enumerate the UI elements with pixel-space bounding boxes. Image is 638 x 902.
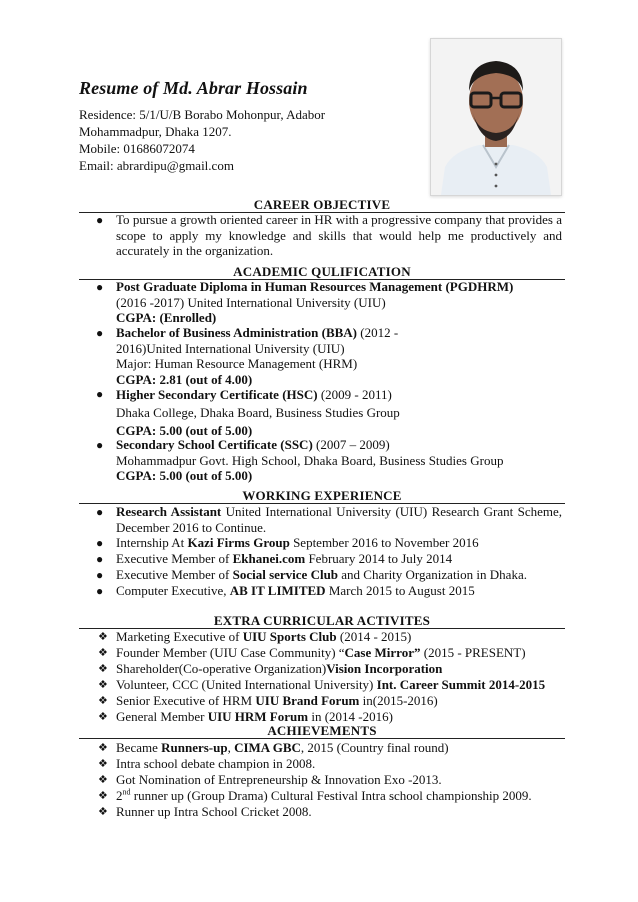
extra-item-pre: Shareholder(Co-operative Organization): [116, 661, 327, 676]
extra-item-bold: UIU Brand Forum: [255, 693, 360, 708]
work-item-pre: Executive Member of: [116, 567, 233, 582]
extra-item-bold: Vision Incorporation: [326, 661, 443, 676]
pgd-line2: (2016 -2017) United International University (UIU): [116, 294, 386, 310]
extra-item-bold: UIU Sports Club: [242, 629, 337, 644]
career-objective-heading: CAREER OBJECTIVE: [253, 197, 391, 212]
work-item-text: February 2014 to July 2014: [305, 551, 453, 566]
mobile-line: Mobile: 01686072074: [79, 141, 195, 156]
extra-item: [116, 661, 562, 677]
work-item-text: March 2015 to August 2015: [325, 583, 475, 598]
work-item-pre: Executive Member of: [116, 551, 233, 566]
hsc-title: Higher Secondary Certificate (HSC): [116, 387, 318, 402]
extra-item-pre: Marketing Executive of: [116, 629, 243, 644]
bba-title: Bachelor of Business Administration (BBA): [116, 325, 358, 340]
career-objective-text: To pursue a growth oriented career in HR with a progressive company that provides a scope to apply my knowledge and skills that would help me productively and accurately in the organization.: [116, 212, 562, 258]
pgd-entry: [116, 279, 562, 326]
achievement-item: Intra school debate champion in 2008.: [116, 756, 316, 771]
extra-item-text: (2015 - PRESENT): [420, 645, 526, 660]
achievement-text: runner up (Group Drama) Cultural Festival Intra school championship 2009.: [130, 788, 532, 803]
achievement-item: Runner up Intra School Cricket 2008.: [116, 804, 312, 819]
bullet-icon: ●: [96, 387, 104, 401]
bullet-icon: ●: [96, 584, 104, 598]
extra-item: [116, 693, 562, 709]
working-experience-heading: WORKING EXPERIENCE: [242, 488, 402, 503]
achievement-pre: 2: [116, 788, 123, 803]
extra-item-text: in (2014 -2016): [308, 709, 393, 724]
residence-line-2: Mohammadpur, Dhaka 1207.: [79, 124, 232, 139]
achievement-item: [116, 740, 562, 756]
extra-item-bold: Case Mirror”: [344, 645, 421, 660]
profile-photo-illustration: [431, 39, 561, 195]
ssc-title: Secondary School Certificate (SSC): [116, 437, 313, 452]
achievement-sup: nd: [122, 787, 131, 797]
hsc-cgpa: CGPA: 5.00 (out of 5.00): [116, 423, 253, 438]
page-title: Resume of Md. Abrar Hossain: [79, 78, 308, 98]
extra-item: [116, 629, 562, 645]
achievement-bold: Runners-up: [161, 740, 228, 755]
bullet-icon: ●: [96, 213, 104, 227]
diamond-bullet-icon: ❖: [98, 631, 108, 643]
achievement-text: , 2015 (Country final round): [300, 740, 449, 755]
extra-item-pre: Volunteer, CCC (United International University): [116, 677, 377, 692]
work-item-bold: AB IT LIMITED: [229, 583, 326, 598]
work-item-pre: Internship At: [116, 535, 188, 550]
achievement-item: Got Nomination of Entrepreneurship & Innovation Exo -2013.: [116, 772, 442, 787]
ssc-cgpa: CGPA: 5.00 (out of 5.00): [116, 468, 253, 483]
academic-heading: ACADEMIC QULIFICATION: [233, 264, 411, 279]
work-item: [116, 583, 562, 599]
diamond-bullet-icon: ❖: [98, 695, 108, 707]
pgd-title: Post Graduate Diploma in Human Resources Management (PGDHRM): [116, 279, 514, 294]
achievements-heading: ACHIEVEMENTS: [267, 723, 377, 738]
achievement-bold-2: CIMA GBC: [234, 740, 301, 755]
bullet-icon: ●: [96, 536, 104, 550]
work-item-bold: Social service Club: [232, 567, 339, 582]
bullet-icon: ●: [96, 280, 104, 294]
bba-major: Major: Human Resource Management (HRM): [116, 356, 358, 371]
pgd-cgpa: CGPA: (Enrolled): [116, 310, 217, 325]
email-line: Email: abrardipu@gmail.com: [79, 158, 234, 173]
hsc-year: (2009 - 2011): [317, 387, 392, 402]
extra-item-text: in(2015-2016): [359, 693, 438, 708]
ssc-line2: Mohammadpur Govt. High School, Dhaka Board, Business Studies Group: [116, 452, 504, 468]
work-item-pre: Computer Executive,: [116, 583, 230, 598]
extra-curricular-heading: EXTRA CURRICULAR ACTIVITES: [213, 613, 431, 628]
work-item: [116, 567, 562, 583]
bba-cgpa: CGPA: 2.81 (out of 4.00): [116, 371, 253, 387]
extra-item: [116, 645, 562, 661]
work-item-bold: Kazi Firms Group: [187, 535, 290, 550]
bullet-icon: ●: [96, 326, 104, 340]
work-item: [116, 535, 562, 551]
extra-item-pre: General Member: [116, 709, 208, 724]
bullet-icon: ●: [96, 438, 104, 452]
diamond-bullet-icon: ❖: [98, 663, 108, 675]
bullet-icon: ●: [96, 552, 104, 566]
hsc-entry: [116, 386, 562, 440]
bba-year: (2012 -: [357, 325, 399, 340]
work-item: [116, 504, 562, 535]
diamond-bullet-icon: ❖: [98, 774, 108, 786]
extra-item-pre: Founder Member (UIU Case Community) “: [116, 645, 345, 660]
work-item-text: United International University (UIU) Research Grant Scheme, December 2016 to Continue.: [116, 504, 562, 535]
ssc-year: (2007 – 2009): [312, 437, 390, 452]
diamond-bullet-icon: ❖: [98, 742, 108, 754]
work-item-bold: Research Assistant: [116, 504, 222, 519]
diamond-bullet-icon: ❖: [98, 679, 108, 691]
profile-photo: [430, 38, 562, 196]
bba-line2: 2016)United International University (UIU): [116, 340, 345, 356]
diamond-bullet-icon: ❖: [98, 647, 108, 659]
bullet-icon: ●: [96, 505, 104, 519]
extra-item-bold: Int. Career Summit 2014-2015: [376, 677, 546, 692]
achievement-mid: ,: [227, 740, 235, 755]
diamond-bullet-icon: ❖: [98, 758, 108, 770]
hsc-line2: Dhaka College, Dhaka Board, Business Studies Group: [116, 405, 400, 420]
achievement-pre: Became: [116, 740, 162, 755]
work-item-text: and Charity Organization in Dhaka.: [338, 567, 527, 582]
extra-item-pre: Senior Executive of HRM: [116, 693, 256, 708]
extra-item-bold: UIU HRM Forum: [207, 709, 309, 724]
extra-item: [116, 677, 562, 693]
residence-line: Residence: 5/1/U/B Borabo Mohonpur, Adabor: [79, 107, 326, 122]
extra-item-text: (2014 - 2015): [336, 629, 412, 644]
diamond-bullet-icon: ❖: [98, 806, 108, 818]
divider: [79, 738, 565, 739]
work-item-text: September 2016 to November 2016: [289, 535, 479, 550]
bba-entry: [116, 325, 562, 387]
diamond-bullet-icon: ❖: [98, 790, 108, 802]
work-item-bold: Ekhanei.com: [232, 551, 306, 566]
diamond-bullet-icon: ❖: [98, 711, 108, 723]
work-item: [116, 551, 562, 567]
achievement-item: [116, 788, 562, 804]
ssc-entry: [116, 437, 562, 484]
bullet-icon: ●: [96, 568, 104, 582]
